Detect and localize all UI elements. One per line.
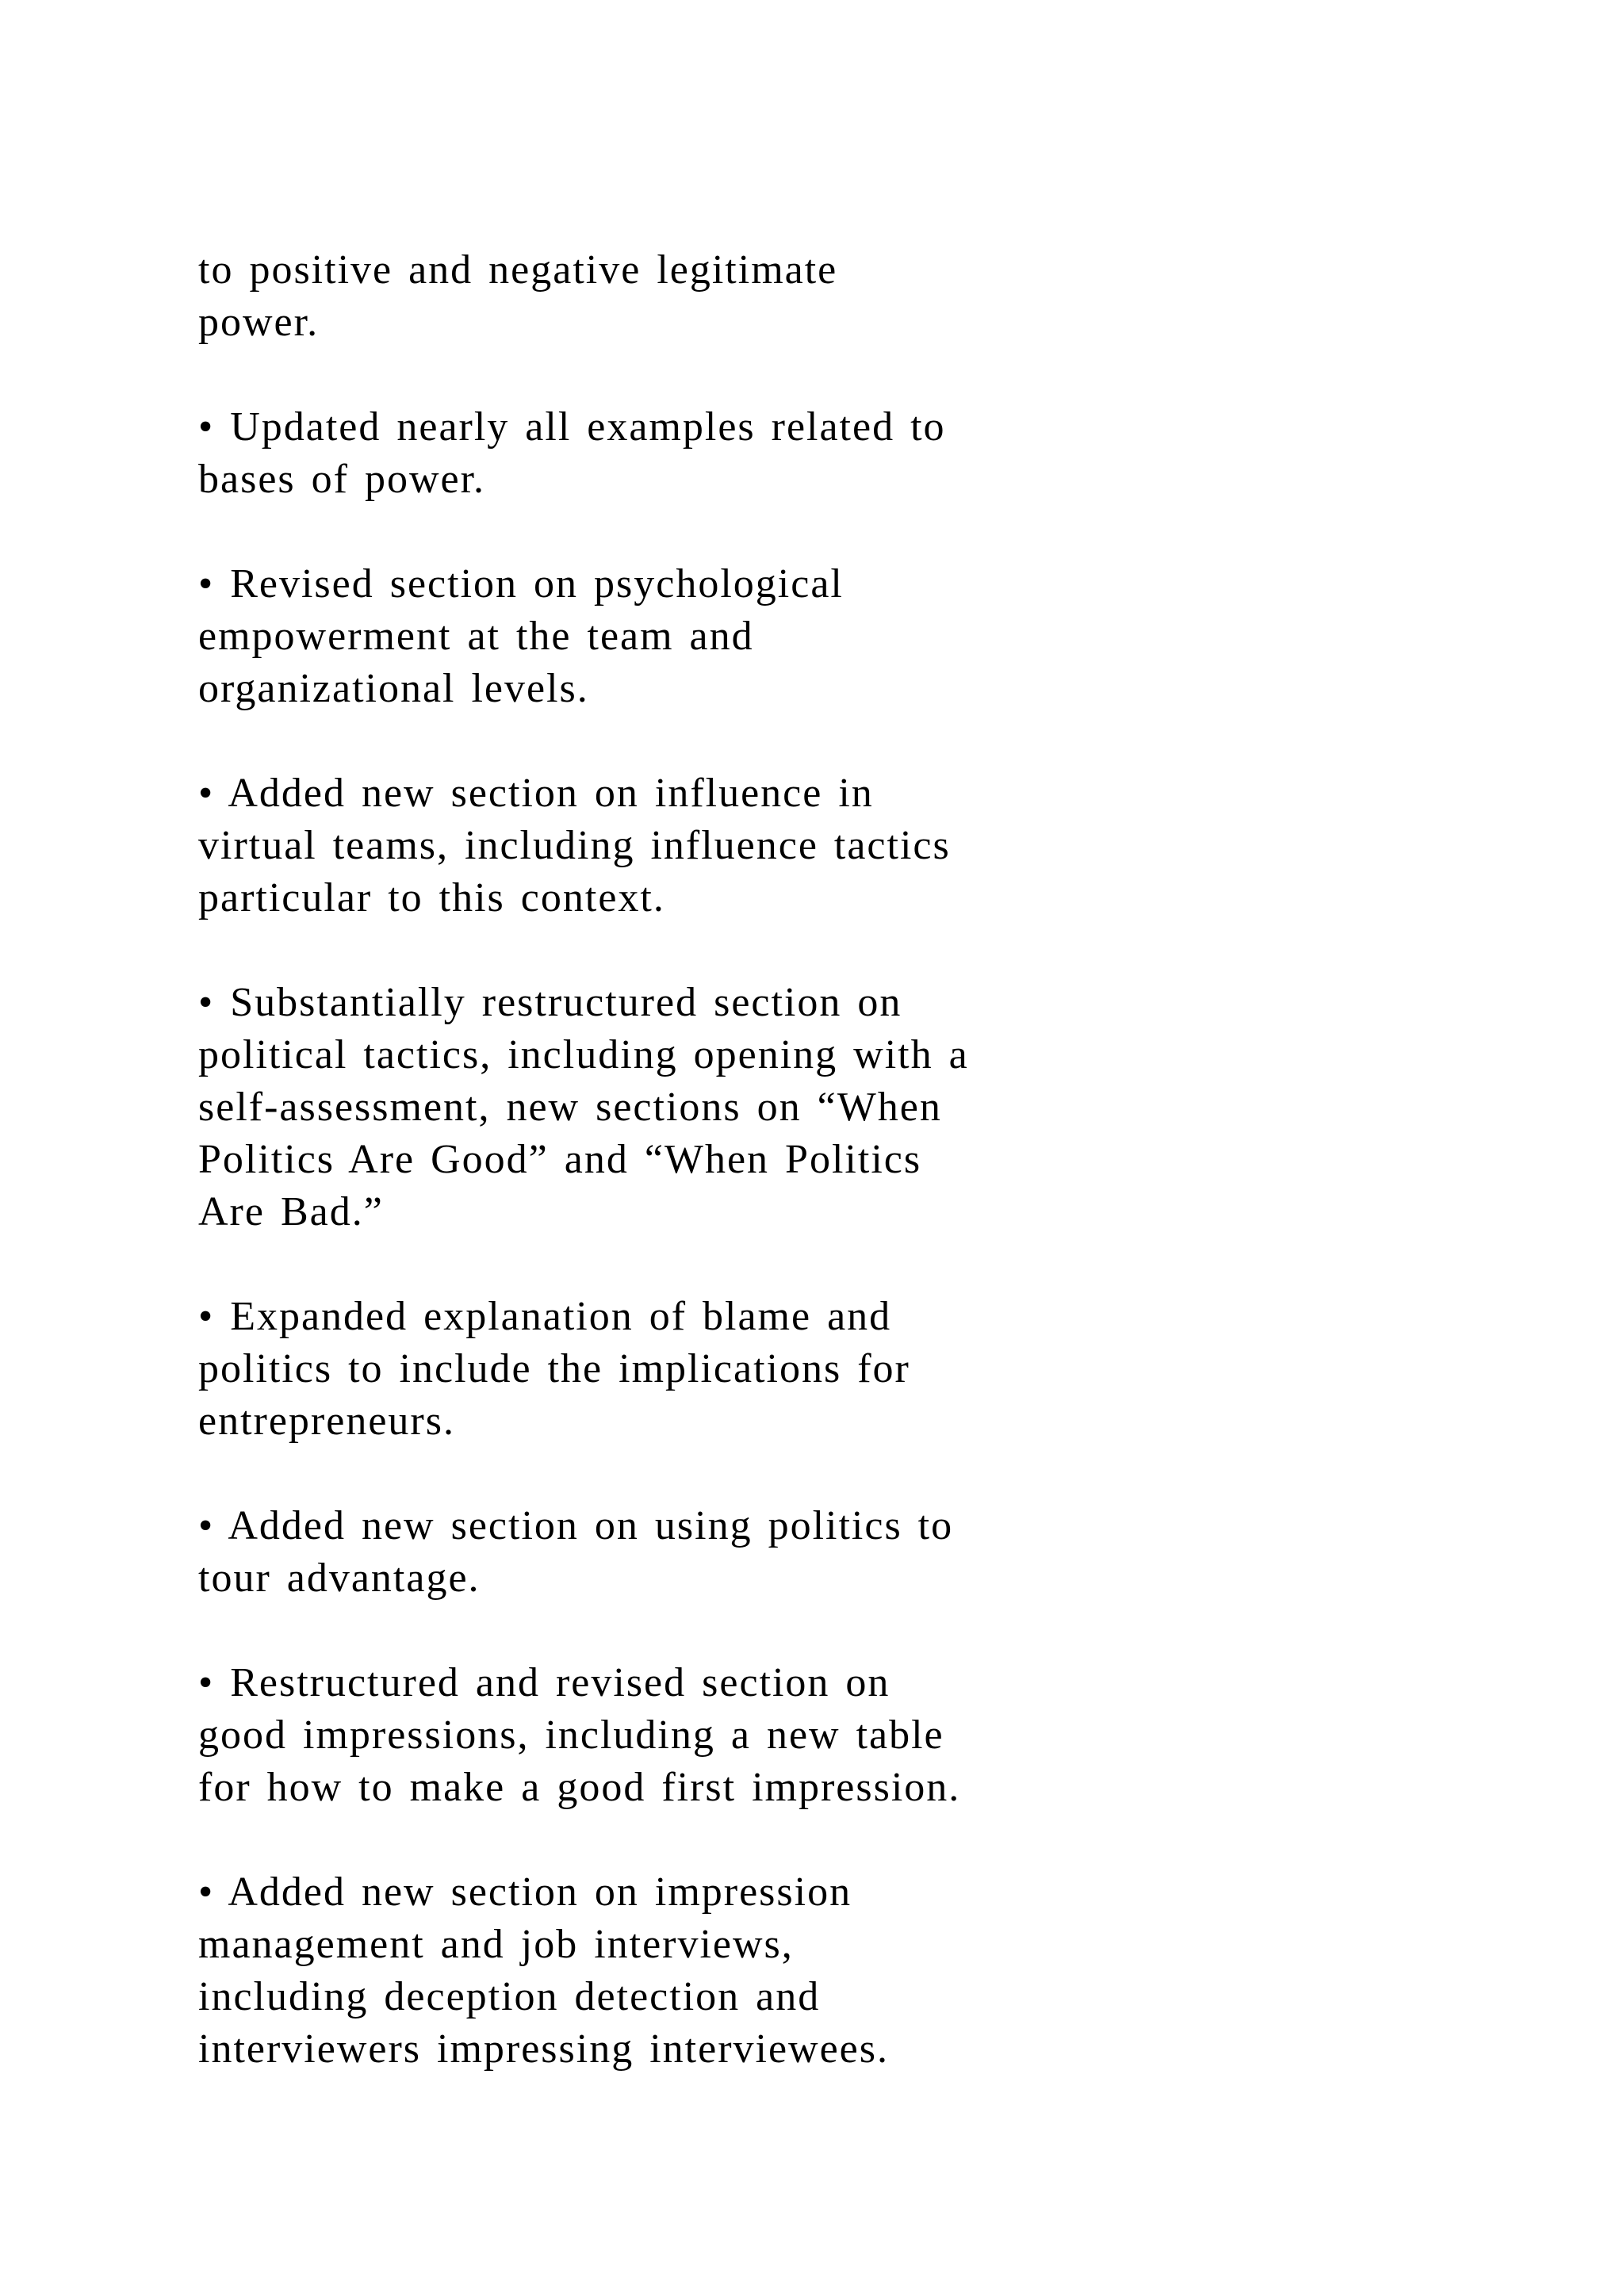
bullet-item-political-tactics	[198, 977, 1071, 1238]
text-line: for how to make a good first impression.	[198, 1765, 961, 1810]
bullet-item-impression-management	[198, 1866, 1071, 2076]
text-line: good impressions, including a new table	[198, 1712, 944, 1758]
text-line: • Revised section on psychological	[198, 561, 844, 607]
text-line: • Added new section on impression	[198, 1869, 852, 1915]
text-line: interviewers impressing interviewees.	[198, 2026, 889, 2072]
text-line: management and job interviews,	[198, 1922, 794, 1967]
bullet-item-empowerment	[198, 558, 1071, 715]
text-line: particular to this context.	[198, 875, 665, 920]
text-line: tour advantage.	[198, 1556, 481, 1601]
text-column	[198, 244, 1071, 2128]
text-line: • Added new section on influence in	[198, 771, 874, 816]
bullet-item-examples	[198, 401, 1071, 506]
text-line: Politics Are Good” and “When Politics	[198, 1137, 922, 1182]
text-line: • Restructured and revised section on	[198, 1660, 891, 1705]
bullet-item-good-impressions	[198, 1657, 1071, 1814]
bullet-item-blame-politics	[198, 1291, 1071, 1448]
text-line: • Substantially restructured section on	[198, 980, 902, 1025]
text-line: political tactics, including opening with a	[198, 1032, 969, 1077]
text-line: bases of power.	[198, 457, 486, 502]
text-line: organizational levels.	[198, 666, 589, 711]
text-line: entrepreneurs.	[198, 1399, 455, 1444]
text-line: including deception detection and	[198, 1974, 821, 2019]
text-line: self-assessment, new sections on “When	[198, 1085, 942, 1130]
paragraph-continuation	[198, 244, 1071, 349]
text-line: politics to include the implications for	[198, 1346, 910, 1391]
text-line: • Expanded explanation of blame and	[198, 1294, 892, 1339]
bullet-item-virtual-teams	[198, 767, 1071, 924]
text-line: empowerment at the team and	[198, 614, 754, 659]
text-line: • Added new section on using politics to	[198, 1503, 954, 1548]
bullet-item-using-politics	[198, 1500, 1071, 1605]
text-line: to positive and negative legitimate	[198, 247, 838, 293]
text-line: virtual teams, including influence tactics	[198, 823, 951, 868]
text-line: power.	[198, 300, 320, 345]
text-line: • Updated nearly all examples related to	[198, 404, 946, 450]
text-line: Are Bad.”	[198, 1189, 384, 1234]
